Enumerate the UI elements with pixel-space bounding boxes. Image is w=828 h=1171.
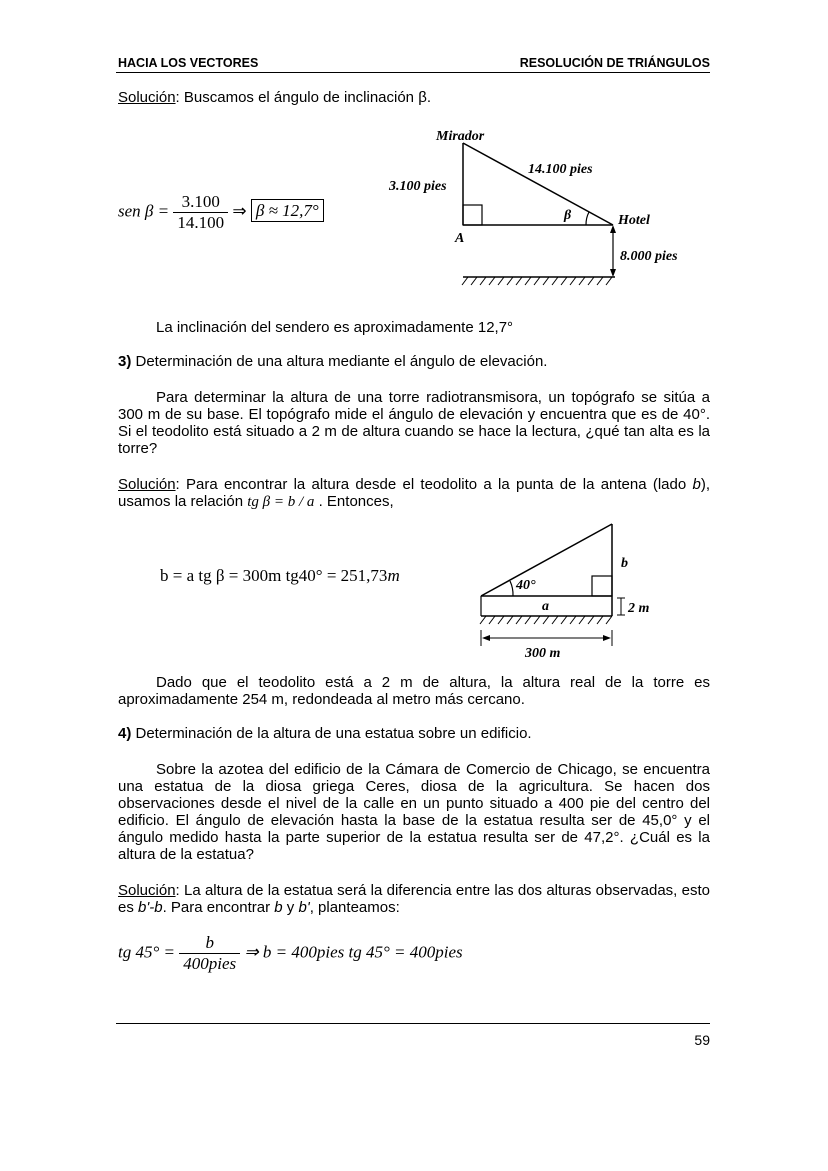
eq-tg45-numerator: b — [179, 933, 240, 954]
angle-arc — [510, 581, 513, 596]
running-header-left: HACIA LOS VECTORES — [118, 56, 259, 70]
equation-b — [160, 566, 400, 586]
solution-1-text: : Buscamos el ángulo de inclinación β. — [175, 89, 431, 106]
solution-4-text-3: y — [282, 899, 299, 916]
header-rule — [116, 72, 710, 73]
label-40deg: 40° — [516, 578, 536, 593]
right-angle-mark — [463, 205, 482, 225]
solution-label: Solución — [118, 882, 176, 899]
eq-tg45-rhs: ⇒ b = 400pies tg 45° = 400pies — [244, 942, 463, 962]
dim-arrow-right — [603, 635, 611, 641]
section-3-number: 3) — [118, 353, 132, 370]
section-4-heading — [118, 725, 710, 742]
solution-3-b: b — [692, 476, 701, 493]
eq1-implies: ⇒ — [232, 201, 247, 221]
eq1-lhs: sen β = — [118, 201, 170, 221]
equation-b-unit: m — [387, 566, 400, 585]
section-4-solution — [118, 882, 710, 916]
label-base-height: 8.000 pies — [620, 249, 678, 264]
label-a-side: a — [542, 599, 549, 614]
solution-3-formula: tg β = b / a — [247, 494, 315, 510]
solution-4-text-1: : La altura de la estatua será la diferencia entre las dos alturas observadas, esto es — [118, 882, 710, 916]
section-4-problem: Sobre la azotea del edificio de la Cámara de Comercio de Chicago, se encuentra una estatua de la diosa griega Ceres, diosa de la agricultura. Se hacen dos observaciones desde el nivel de la calle en un punto situado a 400 pie del centro del edificio. El ángulo de elevación hasta la base de la estatua resulta ser de 45,0° y el ángulo medido hasta la parte superior de la estatua resulta ser de 47,2°. ¿Cuál es la altura de la estatua? — [118, 761, 710, 863]
solution-4-text-2: . Para encontrar — [162, 899, 275, 916]
solution-label: Solución — [118, 89, 176, 106]
section-3-solution — [118, 476, 710, 511]
mirador-hotel-diagram — [380, 125, 710, 295]
beta-arc — [586, 212, 589, 225]
eq1-numerator: 3.100 — [173, 192, 228, 213]
eq-tg45-denominator: 400pies — [183, 954, 237, 973]
section-4-title: Determinación de la altura de una estatua sobre un edificio. — [131, 725, 532, 742]
solution-4-bb: b'-b — [138, 899, 163, 916]
dim-arrow-left — [482, 635, 490, 641]
running-header-right: RESOLUCIÓN DE TRIÁNGULOS — [519, 56, 710, 70]
solution-3-text-1: : Para encontrar la altura desde el teodolito a la punta de la antena (lado — [175, 476, 693, 493]
hypotenuse — [463, 143, 613, 225]
section-3-title: Determinación de una altura mediante el ángulo de elevación. — [131, 353, 548, 370]
tower-diagram — [470, 518, 670, 663]
label-300m: 300 m — [525, 646, 561, 661]
label-hotel: Hotel — [618, 213, 650, 228]
eq1-denominator: 14.100 — [177, 213, 225, 232]
eq-tg45-fraction — [179, 933, 240, 974]
footer-rule — [116, 1023, 710, 1024]
section-3-conclusion: Dado que el teodolito está a 2 m de altura, la altura real de la torre es aproximadamente 254 m, redondeada al metro más cercano. — [118, 674, 710, 708]
solution-4-bp: b' — [298, 899, 310, 916]
ground-hatching — [462, 277, 612, 285]
label-a: A — [455, 231, 465, 246]
height-arrow-top — [610, 225, 616, 233]
solution-label: Solución — [118, 476, 176, 493]
section-3-heading — [118, 353, 710, 370]
tower-right-angle — [592, 576, 612, 596]
label-height: 3.100 pies — [389, 179, 447, 194]
section-3-problem: Para determinar la altura de una torre radiotransmisora, un topógrafo se sitúa a 300 m de su base. El topógrafo mide el ángulo de elevación y encuentra que es de 40°. Si el teodolito está situado a 2 m de altura cuando se hace la lectura, ¿qué tan alta es la torre? — [118, 389, 710, 457]
equation-tg45 — [118, 933, 463, 974]
equation-sine-beta — [118, 192, 324, 233]
conclusion-1: La inclinación del sendero es aproximadamente 12,7° — [156, 319, 514, 336]
page-number: 59 — [694, 1032, 710, 1048]
eq1-fraction — [173, 192, 228, 233]
label-mirador: Mirador — [436, 129, 485, 144]
tower-ground-hatching — [480, 616, 612, 624]
solution-4-b: b — [274, 899, 283, 916]
label-beta: β — [564, 208, 572, 223]
solution-3-text-2: ), usamos la relación — [118, 476, 710, 510]
eq1-result-box: β ≈ 12,7° — [251, 199, 324, 222]
solution-4-text-4: , planteamos: — [309, 899, 400, 916]
label-b-side: b — [621, 556, 628, 571]
eq-tg45-lhs: tg 45° = — [118, 942, 175, 962]
height-arrow-bottom — [610, 269, 616, 277]
solution-3-text-3: . Entonces, — [314, 493, 394, 510]
solution-1-intro — [118, 89, 710, 106]
section-4-number: 4) — [118, 725, 132, 742]
equation-b-text: b = a tg β = 300m tg40° = 251,73 — [160, 566, 388, 585]
label-2m: 2 m — [628, 601, 650, 616]
label-hypotenuse: 14.100 pies — [528, 162, 593, 177]
